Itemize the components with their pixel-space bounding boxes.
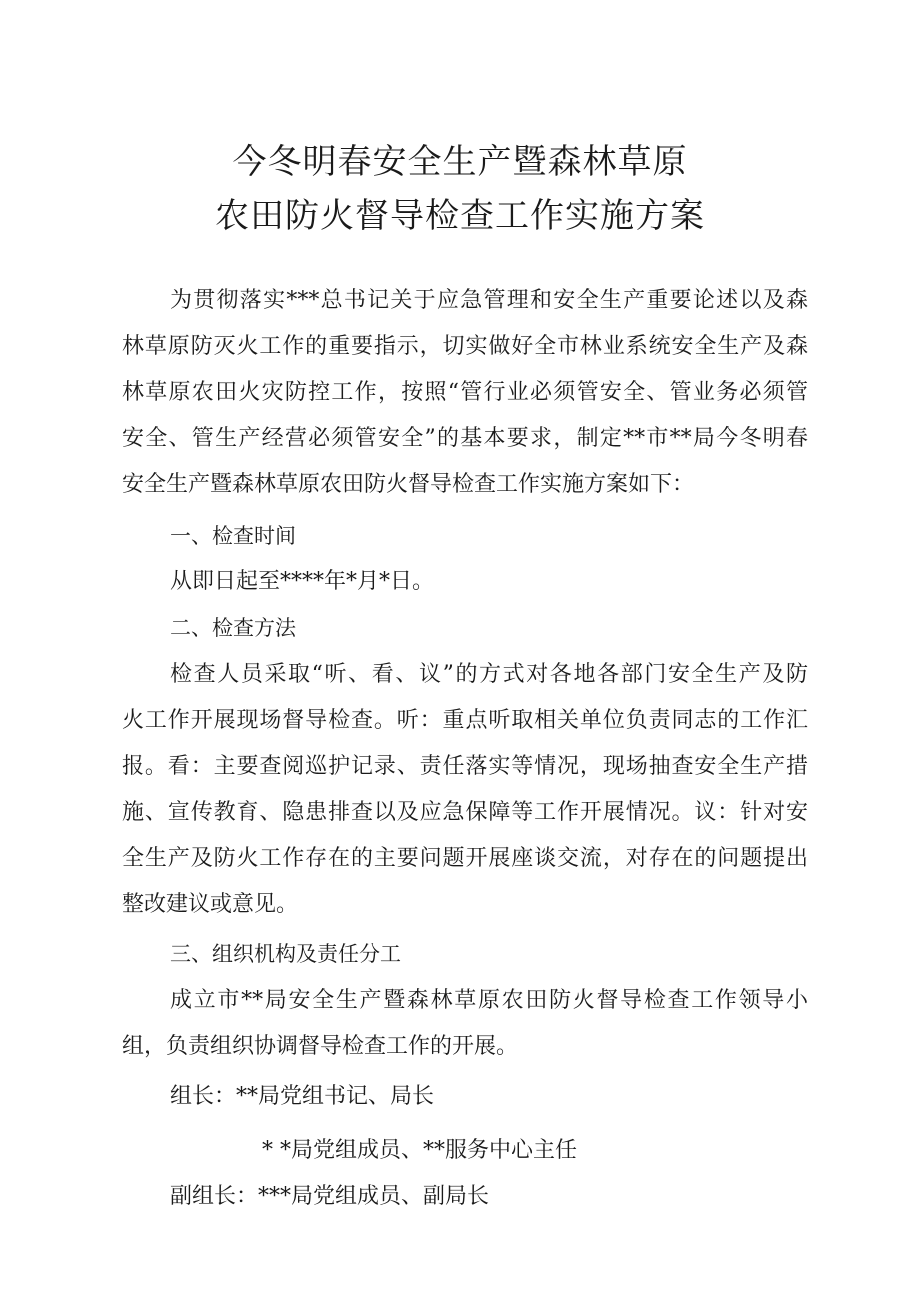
section-3-heading: 三、组织机构及责任分工 — [170, 942, 401, 966]
document-title-line-1: 今冬明春安全生产暨森林草原 — [232, 142, 688, 182]
group-leader: 组长：**局党组书记、局长 — [170, 1084, 435, 1109]
section-2-line: 整改建议或意见。 — [122, 892, 299, 917]
section-1-heading: 一、检查时间 — [170, 524, 296, 548]
intro-line: 安全、管生产经营必须管安全”的基本要求，制定**市**局今冬明春 — [122, 426, 808, 451]
intro-line: 安全生产暨森林草原农田防火督导检查工作实施方案如下： — [122, 472, 695, 497]
section-2-line: 报。看：主要查阅巡护记录、责任落实等情况，现场抽查安全生产措 — [122, 754, 808, 779]
group-leader-2: * *局党组成员、**服务中心主任 — [262, 1138, 577, 1163]
intro-line: 林草原农田火灾防控工作，按照“管行业必须管安全、管业务必须管 — [122, 380, 808, 405]
section-2-line: 检查人员采取“听、看、议”的方式对各地各部门安全生产及防 — [170, 662, 808, 687]
section-1-body: 从即日起至****年*月*日。 — [170, 569, 435, 594]
document-title-line-2: 农田防火督导检查工作实施方案 — [215, 196, 705, 236]
section-3-line: 组，负责组织协调督导检查工作的开展。 — [122, 1034, 519, 1059]
section-3-line: 成立市**局安全生产暨森林草原农田防火督导检查工作领导小 — [170, 988, 808, 1013]
section-2-line: 施、宣传教育、隐患排查以及应急保障等工作开展情况。议：针对安 — [122, 800, 808, 825]
section-2-line: 火工作开展现场督导检查。听：重点听取相关单位负责同志的工作汇 — [122, 708, 808, 733]
intro-line: 为贯彻落实***总书记关于应急管理和安全生产重要论述以及森 — [170, 288, 808, 313]
section-2-heading: 二、检查方法 — [170, 616, 296, 640]
section-2-line: 全生产及防火工作存在的主要问题开展座谈交流，对存在的问题提出 — [122, 846, 808, 871]
deputy-group-leader: 副组长：***局党组成员、副局长 — [170, 1184, 490, 1209]
intro-line: 林草原防灭火工作的重要指示，切实做好全市林业系统安全生产及森 — [122, 334, 808, 359]
